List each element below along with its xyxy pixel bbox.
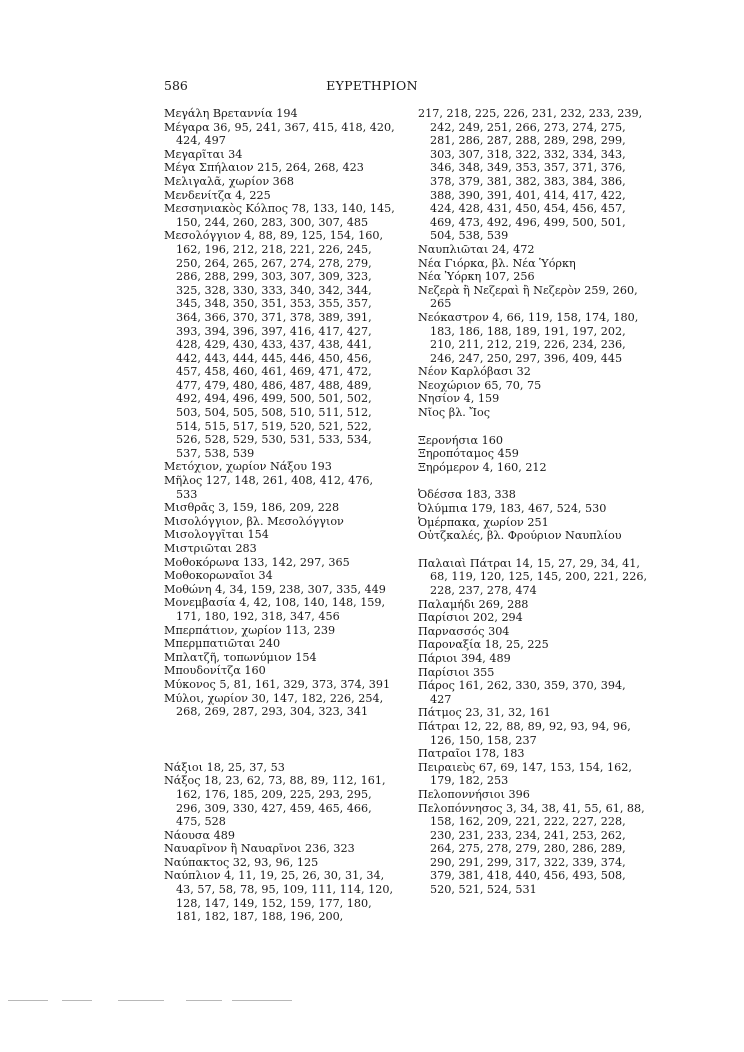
index-entry: Μενδενίτζα 4, 225 <box>164 188 271 202</box>
index-entry: Ναύπλιον 4, 11, 19, 25, 26, 30, 31, 34, 43, 57, 58, 78, 95, 109, 111, 114, 120, 128, 147, 149, 152, 159, 177, 180, 181, 182, 187, 188, 196, 200, <box>164 869 394 924</box>
index-entry: Ὀμέρπακα, χωρίον 251 <box>418 515 549 529</box>
index-entry: Μονεμβασία 4, 42, 108, 140, 148, 159, 171, 180, 192, 318, 347, 456 <box>164 596 386 623</box>
entry-group-nu-continued <box>418 107 650 420</box>
entry-group-xi <box>418 434 650 475</box>
index-entry: Μισολογγῖται 154 <box>164 528 269 542</box>
index-entry: Παρίσιοι 355 <box>418 665 495 679</box>
index-entry: Νεζερὰ ἢ Νεζεραὶ ἢ Νεζερὸν 259, 260, 265 <box>418 283 638 311</box>
index-entry: Μεσολόγγιον 4, 88, 89, 125, 154, 160, 162, 196, 212, 218, 221, 226, 245, 250, 264, 265, 267, 274, 278, 279, 286, 288, 299, 303, 307, 309, 323, 325, 328, 330, 333, 340, 342, 344, 345, 348, 350, 351, 353, 355, 357, 364, 366, 370, 371, 378, 389, 391, 393, 394, 396, 397, 416, 417, 427, 428, 429, 430, 433, 437, 438, 441, 442, 443, 444, 445, 446, 450, 456, 457, 458, 460, 461, 469, 471, 472, 477, 479, 480, 486, 487, 488, 489, 492, 494, 496, 499, 500, 501, 502, 503, 504, 505, 508, 510, 511, 512, 514, 515, 517, 519, 520, 521, 522, 526, 528, 529, 530, 531, 533, 534, 537, 538, 539 <box>164 229 384 460</box>
index-entry: Ξηροπόταμος 459 <box>418 447 519 461</box>
index-entry: Παρνασσός 304 <box>418 624 510 638</box>
index-entry: Νάξος 18, 23, 62, 73, 88, 89, 112, 161, 162, 176, 185, 209, 225, 293, 295, 296, 309, 330, 427, 459, 465, 466, 475, 528 <box>164 774 386 829</box>
index-entry: Παροναξία 18, 25, 225 <box>418 638 549 652</box>
index-entry: 217, 218, 225, 226, 231, 232, 233, 239, 242, 249, 251, 266, 273, 274, 275, 281, 286, 287, 288, 289, 298, 299, 303, 307, 318, 322, 332, 334, 343, 346, 348, 349, 353, 357, 371, 376, 378, 379, 381, 382, 383, 384, 386, 388, 390, 391, 401, 414, 417, 422, 424, 428, 431, 450, 454, 456, 457, 469, 473, 492, 496, 499, 500, 501, 504, 538, 539 <box>418 107 643 243</box>
index-entry: Παλαιαὶ Πάτραι 14, 15, 27, 29, 34, 41, 68, 119, 120, 125, 145, 200, 221, 226, 228, 237, 278, 474 <box>418 556 648 597</box>
index-entry: Πάριοι 394, 489 <box>418 651 511 665</box>
index-entry: Μῆλος 127, 148, 261, 408, 412, 476, 533 <box>164 474 374 501</box>
index-entry: Πατραῖοι 178, 183 <box>418 747 525 761</box>
entry-group-pi <box>418 557 650 897</box>
index-entry: Μεσσηνιακὸς Κόλπος 78, 133, 140, 145, 150, 244, 260, 283, 300, 307, 485 <box>164 202 395 229</box>
index-entry: Μέγαρα 36, 95, 241, 367, 415, 418, 420, 424, 497 <box>164 120 395 148</box>
entry-group-omicron <box>418 488 650 542</box>
index-entry: Νέα Γιόρκα, βλ. Νέα Ὑόρκη <box>418 256 576 270</box>
index-entry: Μπουδονίτζα 160 <box>164 664 266 678</box>
index-entry: Μισθρᾶς 3, 159, 186, 209, 228 <box>164 501 340 515</box>
index-entry: Ὀλύμπια 179, 183, 467, 524, 530 <box>418 502 607 516</box>
entry-group-mu <box>164 107 396 719</box>
index-entry: Μπλατζῆ, τοπωνύμιον 154 <box>164 650 317 664</box>
index-entry: Ξερονήσια 160 <box>418 433 503 447</box>
index-entry: Μοθώνη 4, 34, 159, 238, 307, 335, 449 <box>164 582 386 596</box>
index-entry: Παρίσιοι 202, 294 <box>418 611 523 625</box>
index-entry: Μετόχιον, χωρίον Νάξου 193 <box>164 460 332 474</box>
index-entry: Μεγαρῖται 34 <box>164 147 243 161</box>
index-entry: Πειραιεὺς 67, 69, 147, 153, 154, 162, 179, 182, 253 <box>418 760 632 788</box>
index-entry: Πάτραι 12, 22, 88, 89, 92, 93, 94, 96, 126, 150, 158, 237 <box>418 719 631 747</box>
page-number: 586 <box>164 78 188 93</box>
index-entry: Νέον Καρλόβασι 32 <box>418 365 531 379</box>
index-entry: Μοθοκόρωνα 133, 142, 297, 365 <box>164 555 350 569</box>
scan-artifact-marks <box>0 1000 744 1004</box>
index-entry: Μπερπάτιον, χωρίον 113, 239 <box>164 623 336 637</box>
index-entry: Μέγα Σπήλαιον 215, 264, 268, 423 <box>164 161 364 175</box>
index-entry: Μελιγαλᾶ, χωρίον 368 <box>164 174 295 188</box>
index-entry: Νεοχώριον 65, 70, 75 <box>418 378 542 392</box>
index-entry: Μύκονος 5, 81, 161, 329, 373, 374, 391 <box>164 677 391 691</box>
index-entry: Νεόκαστρον 4, 66, 119, 158, 174, 180, 183, 186, 188, 189, 191, 197, 202, 210, 211, 212, 219, 226, 234, 236, 246, 247, 250, 297, 396, 409, 445 <box>418 310 639 365</box>
index-entry: Μοθοκορωναῖοι 34 <box>164 569 273 583</box>
index-column-left <box>164 107 396 924</box>
index-entry: Παλαμήδι 269, 288 <box>418 597 529 611</box>
entry-group-nu <box>164 761 396 924</box>
index-entry: Ὀδέσσα 183, 338 <box>418 488 516 502</box>
index-entry: Νέα Ὑόρκη 107, 256 <box>418 270 535 284</box>
index-entry: Ναυπλιῶται 24, 472 <box>418 242 535 256</box>
index-entry: Ναύπακτος 32, 93, 96, 125 <box>164 855 319 869</box>
index-entry: Πελοπόννησος 3, 34, 38, 41, 55, 61, 88, 158, 162, 209, 221, 222, 227, 228, 230, 231, 233, 234, 241, 253, 262, 264, 275, 278, 279, 280, 286, 289, 290, 291, 299, 317, 322, 339, 374, 379, 381, 418, 440, 456, 493, 508, 520, 521, 524, 531 <box>418 801 645 897</box>
index-entry: Οὐτζκαλές, βλ. Φρούριον Ναυπλίου <box>418 529 622 543</box>
index-entry: Νησίον 4, 159 <box>418 392 500 406</box>
index-entry: Μύλοι, χωρίον 30, 147, 182, 226, 254, 268, 269, 287, 293, 304, 323, 341 <box>164 691 384 719</box>
index-entry: Μισολόγγιον, βλ. Μεσολόγγιον <box>164 514 344 528</box>
index-entry: Μιστριῶται 283 <box>164 542 257 555</box>
index-entry: Ναυαρῖνον ἢ Ναυαρῖνοι 236, 323 <box>164 842 355 856</box>
index-entry: Ξηρόμερον 4, 160, 212 <box>418 460 547 474</box>
index-entry: Νάξιοι 18, 25, 37, 53 <box>164 760 285 774</box>
index-entry: Νῖος βλ. Ἴος <box>418 406 491 420</box>
index-entry: Πελοποννήσιοι 396 <box>418 787 530 801</box>
index-entry: Πάρος 161, 262, 330, 359, 370, 394, 427 <box>418 679 626 706</box>
index-entry: Μεγάλη Βρεταννία 194 <box>164 107 298 120</box>
index-column-right <box>418 107 650 897</box>
index-entry: Πάτμος 23, 31, 32, 161 <box>418 706 551 720</box>
index-entry: Μπερμπατιῶται 240 <box>164 637 281 651</box>
index-entry: Νάουσα 489 <box>164 828 235 842</box>
running-head: ΕΥΡΕΤΗΡΙΟΝ <box>326 78 418 93</box>
